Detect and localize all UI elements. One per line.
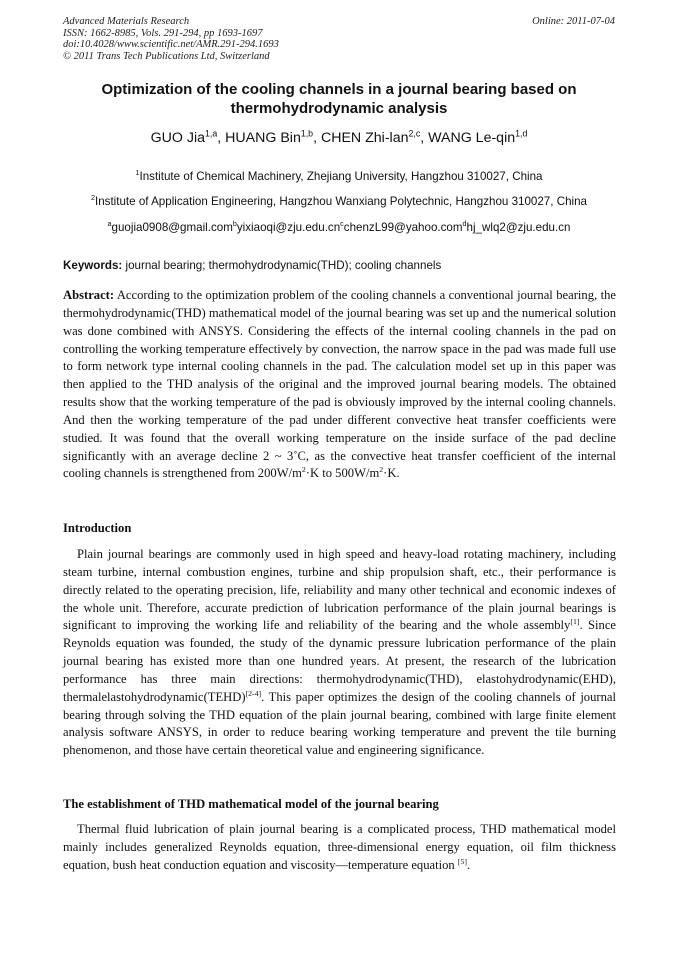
affiliation-text: Institute of Chemical Machinery, Zhejiang University, Hangzhou 310027, China bbox=[139, 170, 543, 183]
introduction-paragraph bbox=[63, 546, 616, 760]
abstract bbox=[63, 287, 616, 483]
paper-title: Optimization of the cooling channels in a journal bearing based on thermohydrodynamic analysis bbox=[101, 81, 577, 117]
author-separator: , bbox=[313, 130, 321, 146]
author-affiliation-mark: 1,b bbox=[300, 128, 314, 139]
keywords-label: Keywords: bbox=[63, 259, 123, 272]
paragraph-text: . Since Reynolds equation was founded, the study of the dynamic pressure lubrication performance of the plain journal bearing has existed more than one hundred years. At present, the research of the lubrication performance has three main directions: thermohydrodynamic(THD), elastohydrodynamic(EHD), thermalelastohydrodynamic(TEHD) bbox=[63, 618, 616, 704]
thd-section-paragraph bbox=[63, 821, 616, 875]
citation[interactable]: [2-4] bbox=[245, 688, 262, 698]
author-separator: , bbox=[420, 130, 429, 146]
affiliation-number: 1 bbox=[135, 168, 140, 178]
journal-name: Advanced Materials Research bbox=[63, 16, 190, 27]
affiliation-text: Institute of Application Engineering, Hangzhou Wanxiang Polytechnic, Hangzhou 310027, China bbox=[95, 195, 587, 208]
affiliation-2 bbox=[20, 195, 658, 208]
paragraph-text: Thermal fluid lubrication of plain journal bearing is a complicated process, THD mathematical model mainly includes generalized Reynolds equation, three-dimensional energy equation, oil film thickness equation, bush heat conduction equation and viscosity—temperature equation bbox=[63, 822, 616, 872]
abstract-text: ·K. bbox=[383, 466, 400, 481]
email-address[interactable]: guojia0908@gmail.com bbox=[111, 221, 233, 234]
abstract-text: ·K to 500W/m bbox=[305, 466, 380, 481]
email-address[interactable]: hj_wlq2@zju.edu.cn bbox=[466, 221, 571, 234]
superscript: 2 bbox=[379, 465, 384, 475]
introduction-heading: Introduction bbox=[63, 521, 132, 535]
author-name: GUO Jia bbox=[150, 130, 206, 146]
email-mark: a bbox=[107, 219, 112, 229]
author-affiliation-mark: 2,c bbox=[408, 128, 421, 139]
paragraph-text: . This paper optimizes the design of the cooling channels of journal bearing through solving the THD equation of the plain journal bearing, combined with large finite element analysis software ANSYS, in order to reduce bearing working temperature and prevent the tile burning phenomenon, and those have certain theoretical value and engineering significance. bbox=[63, 689, 616, 758]
author-name: HUANG Bin bbox=[225, 130, 301, 146]
keywords bbox=[63, 259, 615, 272]
keywords-text: journal bearing; thermohydrodynamic(THD); cooling channels bbox=[125, 259, 442, 272]
citation[interactable]: [1] bbox=[570, 617, 580, 627]
issn-line: ISSN: 1662-8985, Vols. 291-294, pp 1693-1697 bbox=[63, 27, 263, 39]
email-mark: c bbox=[340, 219, 344, 229]
author-name: CHEN Zhi-lan bbox=[320, 130, 409, 146]
email-list bbox=[20, 221, 658, 234]
author-list bbox=[40, 130, 638, 146]
author-separator: , bbox=[217, 130, 226, 146]
affiliation-number: 2 bbox=[91, 193, 95, 203]
superscript: 2 bbox=[301, 465, 306, 475]
thd-section-heading: The establishment of THD mathematical model of the journal bearing bbox=[63, 797, 439, 811]
abstract-label: Abstract: bbox=[63, 288, 115, 302]
email-address[interactable]: yixiaoqi@zju.edu.cn bbox=[236, 221, 341, 234]
paragraph-text: . bbox=[466, 857, 471, 872]
author-affiliation-mark: 1,d bbox=[515, 128, 528, 139]
copyright-line: © 2011 Trans Tech Publications Ltd, Switzerland bbox=[63, 50, 270, 62]
author-affiliation-mark: 1,a bbox=[205, 128, 218, 139]
online-date: Online: 2011-07-04 bbox=[532, 16, 615, 27]
email-mark: d bbox=[462, 219, 467, 229]
email-address[interactable]: chenzL99@yahoo.com bbox=[343, 221, 463, 234]
author-name: WANG Le-qin bbox=[428, 130, 516, 146]
abstract-text: According to the optimization problem of the cooling channels a conventional journal bearing, the thermohydrodynamic(THD) mathematical model of the journal bearing was set up and the numerical solution was done combined with ANSYS. Considering the effects of the internal cooling channels in the pad on controlling the working temperature effectively by convection, the narrow space in the pad was made full use to form network type internal cooling channels in the pad. The calculation model set up in this paper was then applied to the THD analysis of the original and the improved journal bearing models. The obtained results show that the working temperature of the pad is obviously improved by the internal cooling channels. And then the working temperature of the pad under different convective heat transfer coefficients were studied. It was found that the overall working temperature on the inside surface of the pad decline significantly with an average decline 2 ~ 3˚C, as the convective heat transfer coefficient of the internal cooling channels is strengthened from 200W/m bbox=[63, 288, 616, 481]
email-mark: b bbox=[232, 219, 237, 229]
paragraph-text: Plain journal bearings are commonly used in high speed and heavy-load rotating machinery, including steam turbine, internal combustion engines, turbine and ship propulsion shaft, etc., their performance is directly related to the operating precision, life, reliability and many other technical and economic indexes of the whole unit. Therefore, accurate prediction of lubrication performance of the plain journal bearings is significant to improving the working life and reliability of the bearing and the whole assembly bbox=[63, 547, 616, 633]
doi-line: doi:10.4028/www.scientific.net/AMR.291-294.1693 bbox=[63, 39, 279, 51]
citation[interactable]: [5] bbox=[457, 856, 467, 866]
affiliation-1 bbox=[20, 170, 658, 183]
journal-header bbox=[63, 16, 615, 62]
